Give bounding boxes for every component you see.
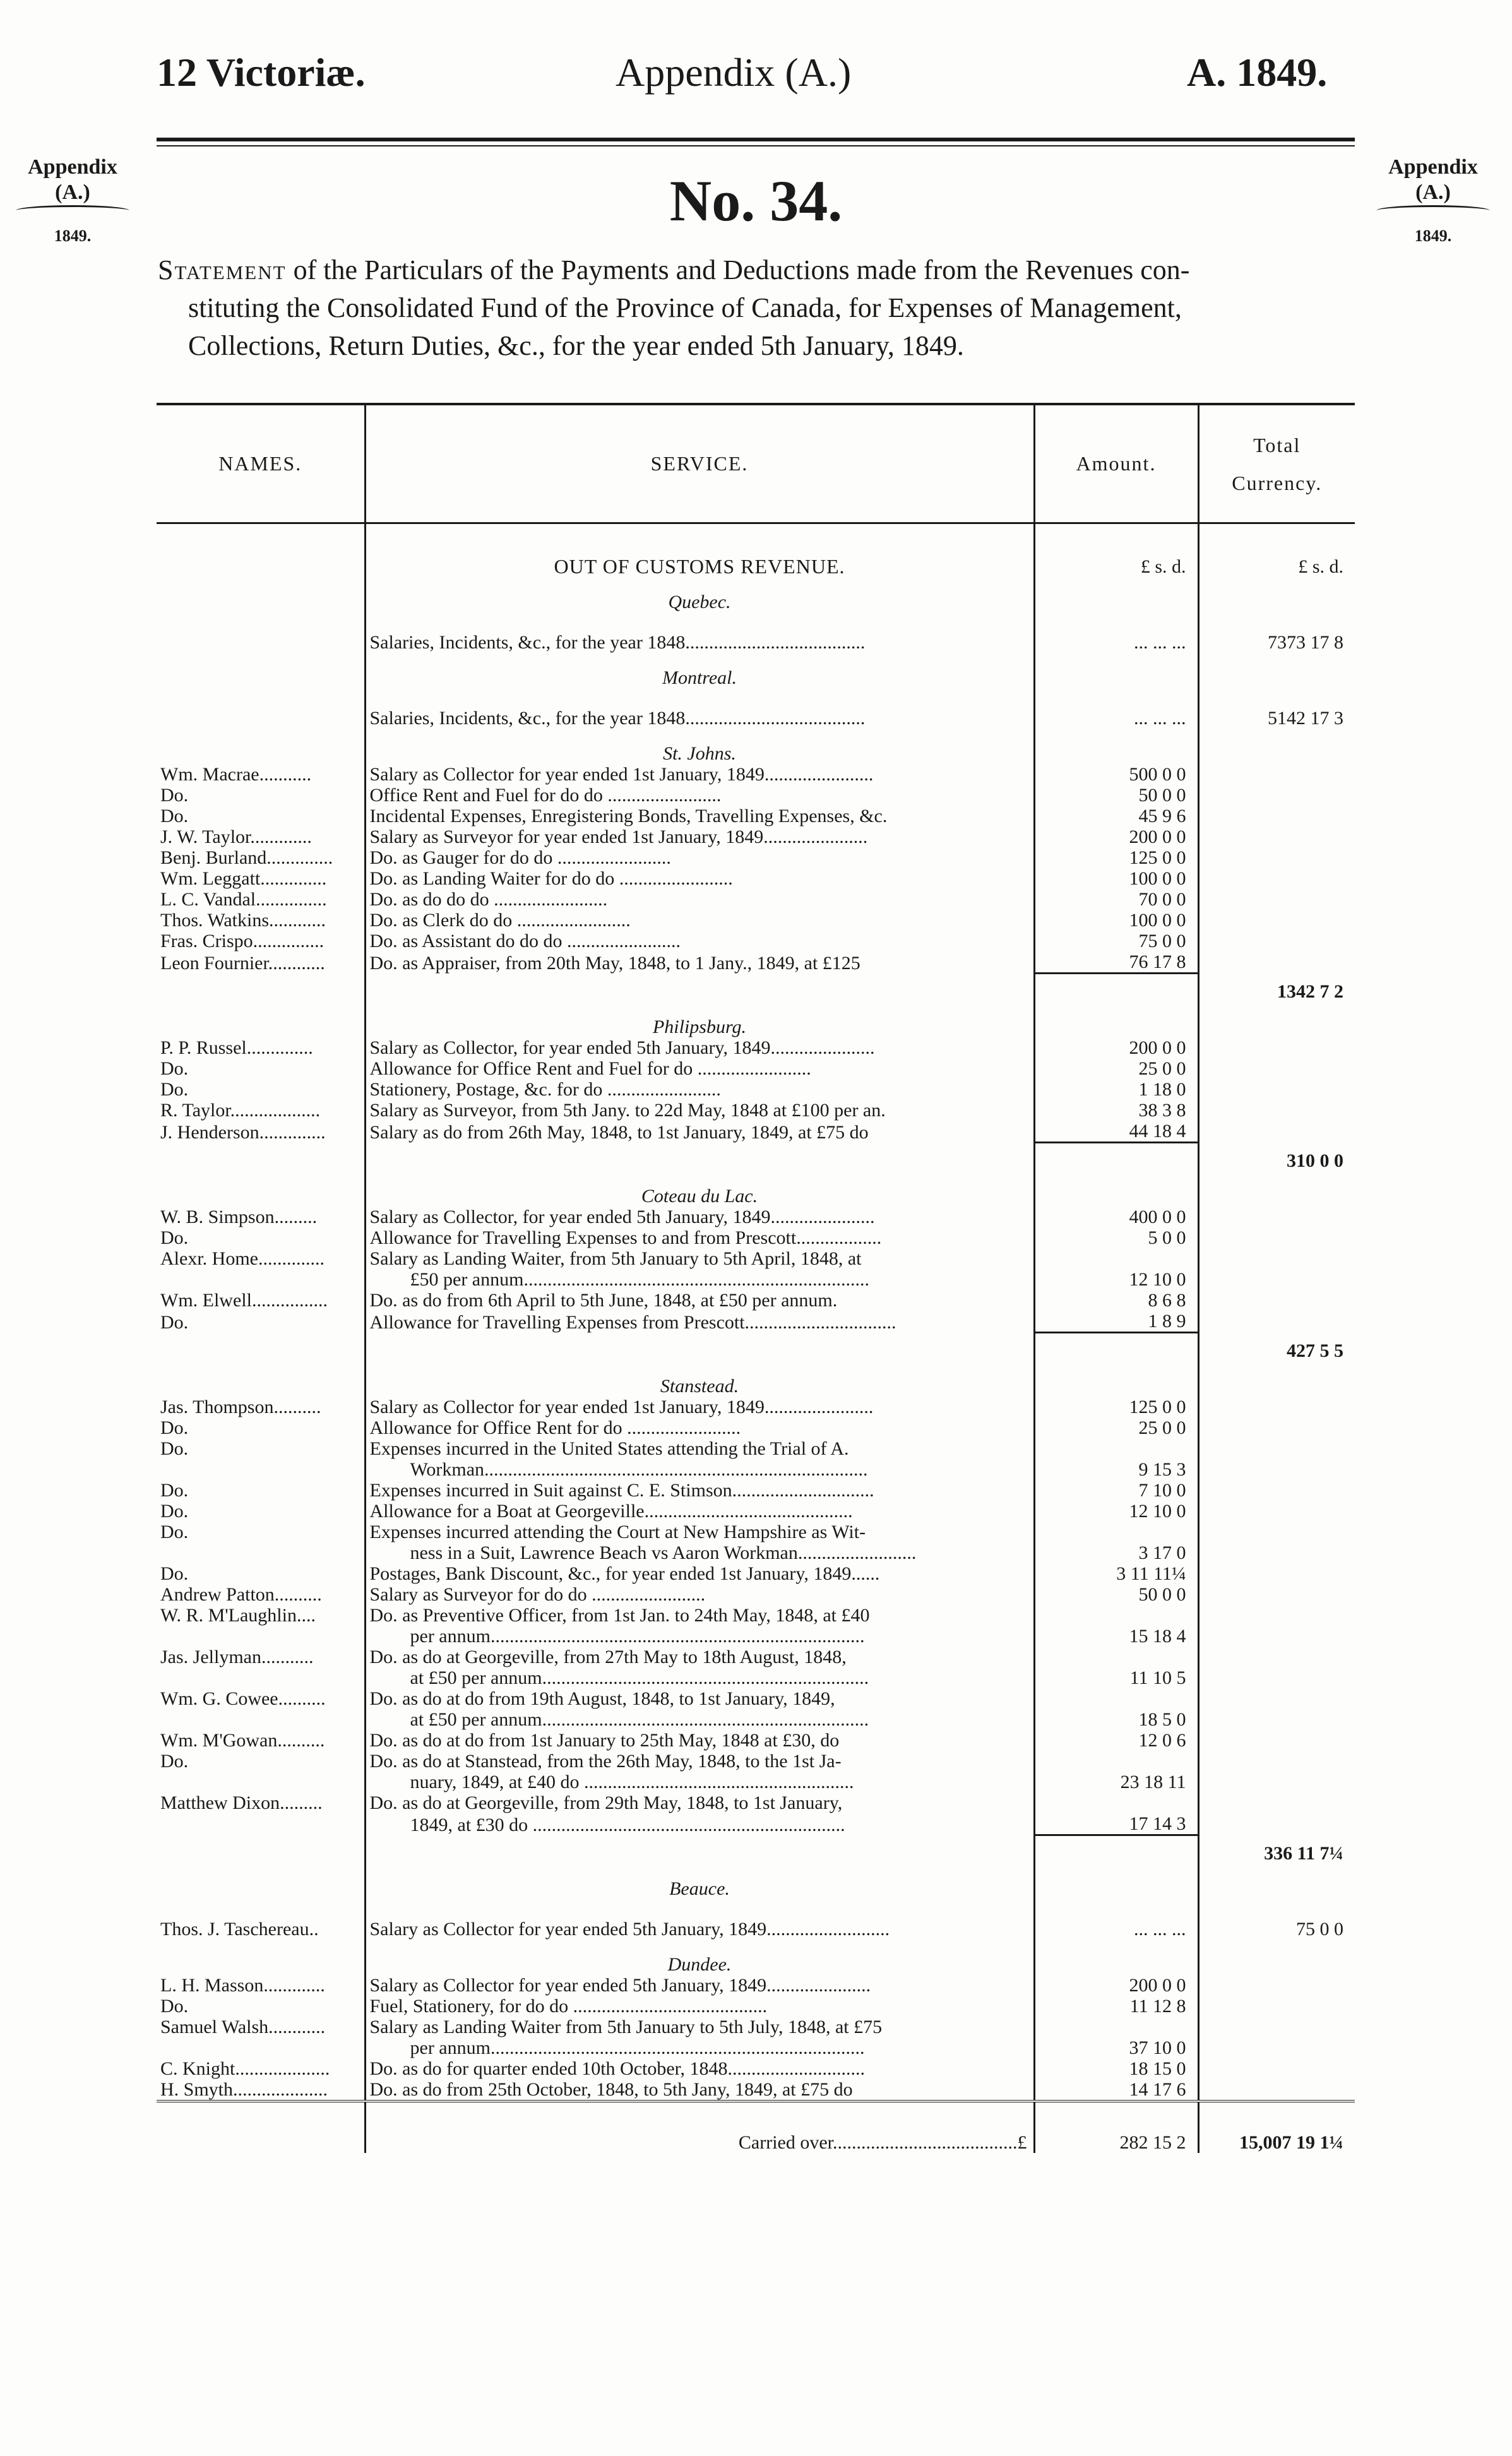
table-row: Salaries, Incidents, &c., for the year 1848...................................... ... ... ... 7373 17 8 [157, 612, 1355, 653]
table-row: per annum............................................................................... 15 18 4 [157, 1626, 1355, 1647]
title-line2: stituting the Consolidated Fund of the Province of Canada, for Expenses of Management, [188, 292, 1182, 323]
table-row: Do. Expenses incurred attending the Court at New Hampshire as Wit- [157, 1522, 1355, 1542]
units-amount: £ s. d. [1034, 543, 1198, 577]
units-total: £ s. d. [1198, 543, 1355, 577]
district-heading-montreal: Montreal. [157, 653, 1355, 688]
table-row: J. W. Taylor............. Salary as Surveyor for year ended 1st January, 1849...................... 200 0 0 [157, 826, 1355, 847]
table-row: P. P. Russel.............. Salary as Collector, for year ended 5th January, 1849...................... 200 0 0 [157, 1037, 1355, 1058]
statement-title [158, 251, 1354, 365]
table-row: Do. Allowance for a Boat at Georgeville............................................ 12 10 0 [157, 1501, 1355, 1522]
table-row: Wm. M'Gowan.......... Do. as do at do from 1st January to 25th May, 1848 at £30, do 12 0 6 [157, 1730, 1355, 1751]
column-header-row [157, 404, 1355, 523]
district-total: 310 0 0 [1198, 1143, 1355, 1172]
district-heading-dundee: Dundee. [157, 1940, 1355, 1975]
col-amount: Amount. [1034, 404, 1198, 523]
col-names: NAMES. [157, 404, 365, 523]
carried-over-amount: 282 15 2 [1034, 2101, 1198, 2153]
table-row: Wm. G. Cowee.......... Do. as do at do from 19th August, 1848, to 1st January, 1849, [157, 1688, 1355, 1709]
table-row: H. Smyth.................... Do. as do from 25th October, 1848, to 5th Jany, 1849, at £75 do 14 17 6 [157, 2079, 1355, 2101]
table-row: Jas. Jellyman........... Do. as do at Georgeville, from 27th May to 18th August, 1848, [157, 1647, 1355, 1667]
table-row: Do. Do. as do at Stanstead, from the 26th May, 1848, to the 1st Ja- [157, 1751, 1355, 1772]
table-row: at £50 per annum..................................................................... 18 5 0 [157, 1709, 1355, 1730]
table-row: Wm. Macrae........... Salary as Collector for year ended 1st January, 1849....................... 500 0 0 [157, 764, 1355, 785]
table-row: Do. Allowance for Travelling Expenses to and from Prescott.................. 5 0 0 [157, 1227, 1355, 1248]
table-row: Do. Fuel, Stationery, for do do ......................................... 11 12 8 [157, 1996, 1355, 2017]
table-row: Do. Expenses incurred in the United States attending the Trial of A. [157, 1438, 1355, 1459]
table-row: Fras. Crispo............... Do. as Assistant do do do ........................ 75 0 0 [157, 931, 1355, 951]
table-row: nuary, 1849, at £40 do ......................................................... 23 18 11 [157, 1772, 1355, 1792]
table-row: Do. Allowance for Office Rent and Fuel for do ........................ 25 0 0 [157, 1058, 1355, 1079]
carried-over-label: Carried over.......................................£ [365, 2101, 1034, 2153]
table-row: W. B. Simpson......... Salary as Collector, for year ended 5th January, 1849...................... 400 0 0 [157, 1207, 1355, 1227]
table-row: Wm. Elwell................ Do. as do from 6th April to 5th June, 1848, at £50 per annum. 8 6 8 [157, 1290, 1355, 1311]
section-heading: OUT OF CUSTOMS REVENUE. £ s. d. £ s. d. [157, 543, 1355, 577]
table-row: Do. Office Rent and Fuel for do do ........................ 50 0 0 [157, 785, 1355, 806]
col-service: SERVICE. [365, 404, 1034, 523]
table-row: Do. Expenses incurred in Suit against C. E. Stimson.............................. 7 10 0 [157, 1480, 1355, 1501]
payments-table [157, 403, 1355, 2153]
title-lead: Statement [158, 254, 287, 285]
district-total-row [157, 1835, 1355, 1864]
title-line3: Collections, Return Duties, &c., for the year ended 5th January, 1849. [188, 330, 964, 361]
table-row: at £50 per annum..................................................................... 11 10 5 [157, 1667, 1355, 1688]
table-row: Jas. Thompson.......... Salary as Collector for year ended 1st January, 1849....................... 125 0 0 [157, 1397, 1355, 1417]
table-row: Thos. Watkins............ Do. as Clerk do do ........................ 100 0 0 [157, 910, 1355, 931]
table-row: R. Taylor................... Salary as Surveyor, from 5th Jany. to 22d May, 1848 at £100 per an. 38 3 8 [157, 1100, 1355, 1121]
table-row: Samuel Walsh............ Salary as Landing Waiter from 5th January to 5th July, 1848, at £75 [157, 2017, 1355, 2037]
table-row: L. H. Masson............. Salary as Collector for year ended 5th January, 1849...................... 200 0 0 [157, 1975, 1355, 1996]
district-total-row [157, 1333, 1355, 1362]
district-heading-st-johns: St. Johns. [157, 729, 1355, 764]
table-row: per annum............................................................................... 37 10 0 [157, 2037, 1355, 2058]
district-total: 427 5 5 [1198, 1333, 1355, 1362]
title-line1: of the Particulars of the Payments and Deductions made from the Revenues con- [286, 254, 1190, 285]
district-total: 336 11 7¼ [1198, 1835, 1355, 1864]
table-row: L. C. Vandal............... Do. as do do do ........................ 70 0 0 [157, 889, 1355, 910]
district-heading-beauce: Beauce. [157, 1864, 1355, 1899]
table-row: Do. Allowance for Office Rent for do ........................ 25 0 0 [157, 1417, 1355, 1438]
table-row: Thos. J. Taschereau.. Salary as Collector for year ended 5th January, 1849.......................... ... ... ... 75 0 0 [157, 1899, 1355, 1940]
table-row: J. Henderson.............. Salary as do from 26th May, 1848, to 1st January, 1849, at £75 do 44 18 4 [157, 1121, 1355, 1143]
district-heading-quebec: Quebec. [157, 577, 1355, 612]
district-total-row [157, 974, 1355, 1003]
carried-over-row [157, 2101, 1355, 2153]
table-row: Alexr. Home.............. Salary as Landing Waiter, from 5th January to 5th April, 1848, at [157, 1248, 1355, 1269]
table-row: Workman................................................................................. 9 15 3 [157, 1459, 1355, 1480]
table-row: Do. Stationery, Postage, &c. for do ........................ 1 18 0 [157, 1079, 1355, 1100]
table-row: 1849, at £30 do .................................................................. 17 14 3 [157, 1813, 1355, 1835]
district-heading-philipsburg: Philipsburg. [157, 1002, 1355, 1037]
table-row: Wm. Leggatt.............. Do. as Landing Waiter for do do ........................ 100 0 0 [157, 868, 1355, 889]
district-total: 7373 17 8 [1198, 612, 1355, 653]
table-row: £50 per annum......................................................................... 12 10 0 [157, 1269, 1355, 1290]
district-heading-stanstead: Stanstead. [157, 1361, 1355, 1397]
district-total: 5142 17 3 [1198, 688, 1355, 729]
header-rule [157, 138, 1355, 141]
table-row: Do. Allowance for Travelling Expenses from Prescott................................ 1 8 9 [157, 1311, 1355, 1333]
table-row: Do. Postages, Bank Discount, &c., for year ended 1st January, 1849...... 3 11 11¼ [157, 1563, 1355, 1584]
margin-note-right: Appendix (A.) 1849. [1370, 155, 1496, 249]
district-total: 75 0 0 [1198, 1899, 1355, 1940]
district-total-row [157, 1143, 1355, 1172]
table-row: Leon Fournier............ Do. as Appraiser, from 20th May, 1848, to 1 Jany., 1849, at £125 76 17 8 [157, 951, 1355, 974]
district-heading-coteau-du-lac: Coteau du Lac. [157, 1171, 1355, 1207]
table-row: Matthew Dixon......... Do. as do at Georgeville, from 29th May, 1848, to 1st January, [157, 1792, 1355, 1813]
header-appendix: Appendix (A.) [616, 50, 852, 95]
header-year: A. 1849. [1187, 50, 1328, 95]
col-total: Total Currency. [1198, 404, 1355, 523]
header-session: 12 Victoriæ. [157, 50, 366, 95]
table-row: Andrew Patton.......... Salary as Surveyor for do do ........................ 50 0 0 [157, 1584, 1355, 1605]
table-row: Salaries, Incidents, &c., for the year 1848...................................... ... ... ... 5142 17 3 [157, 688, 1355, 729]
table-row: W. R. M'Laughlin.... Do. as Preventive Officer, from 1st Jan. to 24th May, 1848, at £40 [157, 1605, 1355, 1626]
table-row: Benj. Burland.............. Do. as Gauger for do do ........................ 125 0 0 [157, 847, 1355, 868]
table-row: ness in a Suit, Lawrence Beach vs Aaron Workman......................... 3 17 0 [157, 1542, 1355, 1563]
margin-note-left: Appendix (A.) 1849. [9, 155, 136, 249]
header-rule-thin [157, 145, 1355, 146]
table-row: C. Knight.................... Do. as do for quarter ended 10th October, 1848............................. 18 15 0 [157, 2058, 1355, 2079]
document-number: No. 34. [669, 169, 843, 233]
carried-over-total: 15,007 19 1¼ [1198, 2101, 1355, 2153]
district-total: 1342 7 2 [1198, 974, 1355, 1003]
table-row: Do. Incidental Expenses, Enregistering Bonds, Travelling Expenses, &c. 45 9 6 [157, 806, 1355, 826]
